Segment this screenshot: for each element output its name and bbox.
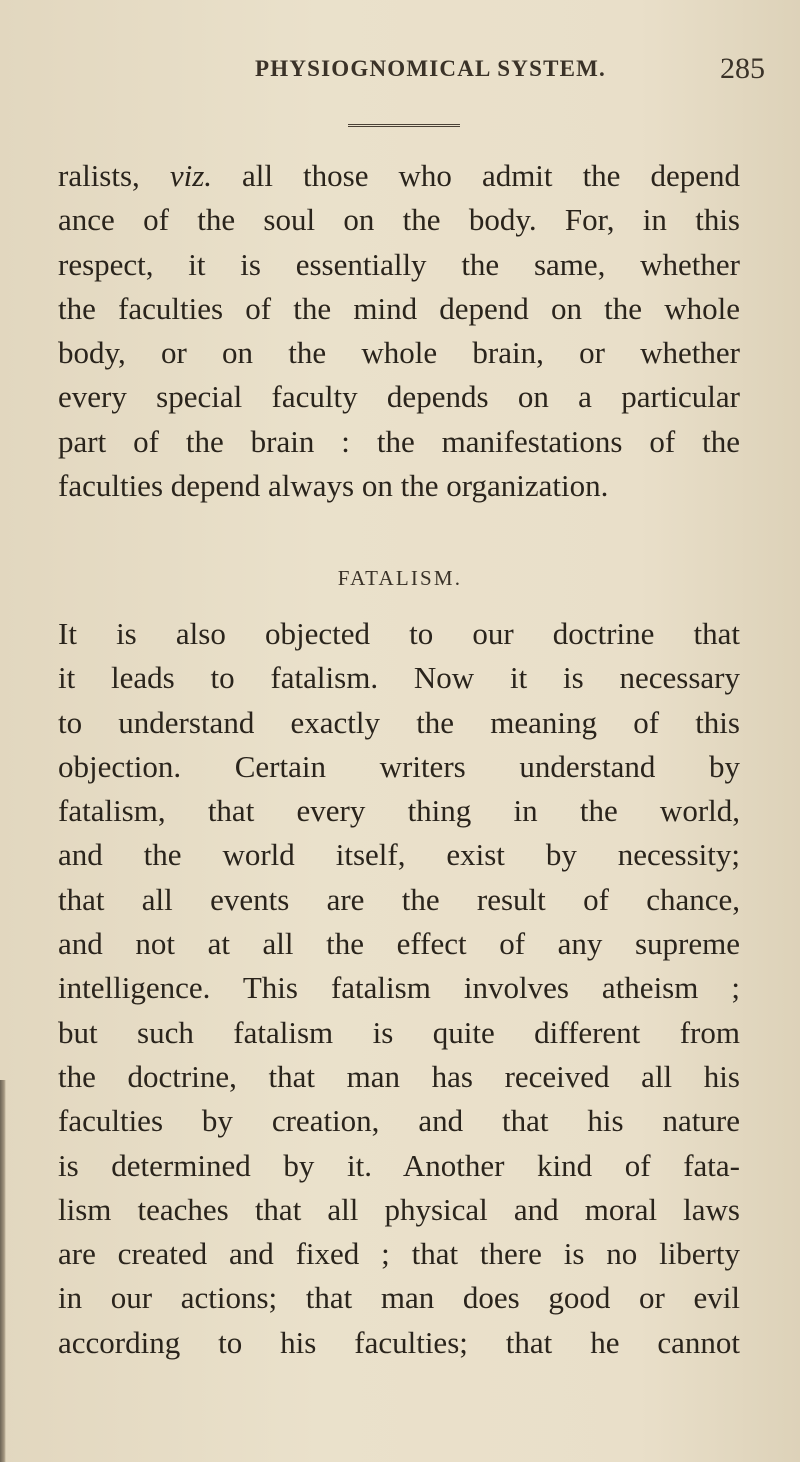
text-line: objection. Certain writers understand by	[58, 748, 740, 784]
page-edge-shadow	[0, 1080, 6, 1462]
text-line: lism teaches that all physical and moral laws	[58, 1191, 740, 1227]
text-line: part of the brain : the manifestations of the	[58, 423, 740, 459]
text-line: in our actions; that man does good or evil	[58, 1280, 740, 1316]
text-line: it leads to fatalism. Now it is necessary	[58, 660, 740, 696]
text-line: are created and fixed ; that there is no liberty	[58, 1236, 740, 1272]
text-line: but such fatalism is quite different from	[58, 1014, 740, 1050]
header-rule	[348, 124, 460, 127]
text-line: that all events are the result of chance,	[58, 881, 740, 917]
text-line: fatalism, that every thing in the world,	[58, 793, 740, 829]
text-line: and not at all the effect of any supreme	[58, 926, 740, 962]
italic-term: viz.	[169, 158, 213, 193]
text-line: respect, it is essentially the same, whether	[58, 246, 740, 282]
text-line: according to his faculties; that he cannot	[58, 1324, 740, 1360]
running-title: PHYSIOGNOMICAL SYSTEM.	[255, 56, 607, 81]
text-line: to understand exactly the meaning of this	[58, 704, 740, 740]
text-line: the faculties of the mind depend on the whole	[58, 290, 740, 326]
text-line: the doctrine, that man has received all his	[58, 1058, 740, 1094]
page-number: 285	[720, 52, 765, 85]
text-line: and the world itself, exist by necessity;	[58, 837, 740, 873]
text-line: is determined by it. Another kind of fata-	[58, 1147, 740, 1183]
running-head	[255, 52, 765, 92]
paragraph-fatalism	[58, 612, 740, 1365]
text-line: faculties depend always on the organization.	[58, 468, 609, 504]
text-line: intelligence. This fatalism involves atheism ;	[58, 970, 740, 1006]
text-line: faculties by creation, and that his nature	[58, 1103, 740, 1139]
text-line: ance of the soul on the body. For, in this	[58, 202, 740, 238]
text-line: body, or on the whole brain, or whether	[58, 335, 740, 371]
text-line: ralists, viz. all those who admit the depend	[58, 158, 740, 193]
text-line: It is also objected to our doctrine that	[58, 616, 740, 651]
section-heading: FATALISM.	[337, 566, 463, 590]
text-line: every special faculty depends on a particular	[58, 379, 740, 415]
paragraph-continuation	[58, 154, 740, 508]
